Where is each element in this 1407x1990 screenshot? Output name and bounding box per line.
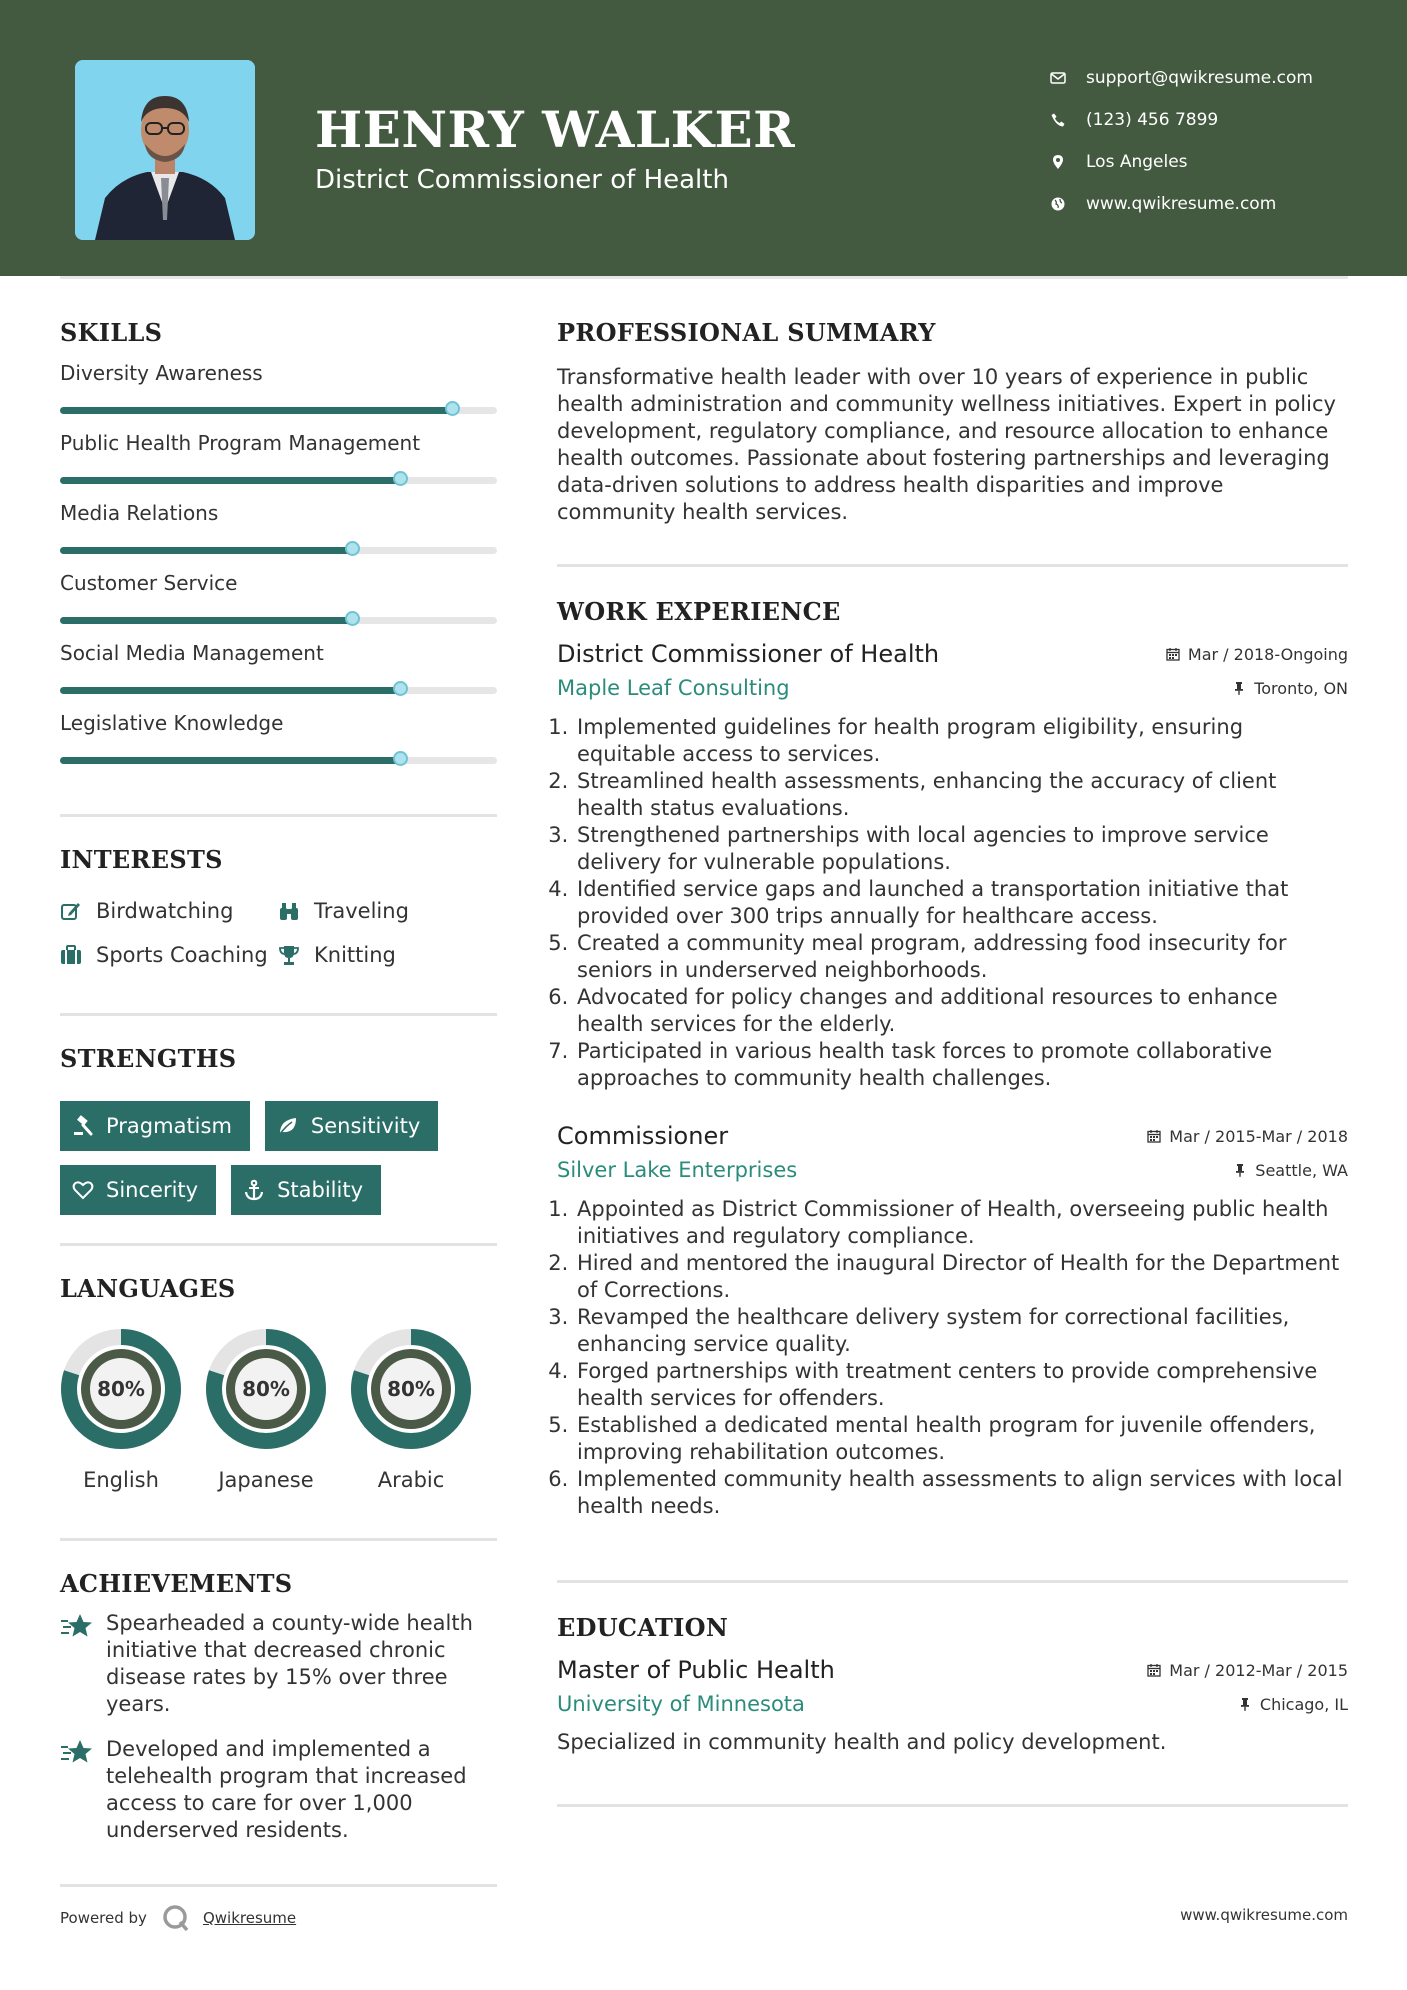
language-donut — [60, 1328, 182, 1450]
achievement-text: Developed and implemented a telehealth program that increased access to care for over 1,000 underserved residents. — [106, 1737, 467, 1842]
company-name: Silver Lake Enterprises — [557, 1158, 798, 1182]
globe-icon — [1050, 196, 1086, 212]
skill-level-fill — [60, 477, 401, 484]
divider — [60, 814, 497, 817]
skill-level-fill — [60, 407, 453, 414]
contact-email[interactable] — [1050, 57, 1313, 99]
duty-item: 4. Forged partnerships with treatment centers to provide comprehensive health services for offenders. — [575, 1358, 1348, 1412]
duties-list — [557, 714, 1348, 1092]
education-description: Specialized in community health and policy development. — [557, 1730, 1167, 1754]
school-name: University of Minnesota — [557, 1692, 805, 1716]
job-dates — [1166, 645, 1348, 664]
skill-level-knob — [393, 751, 408, 766]
contact-website[interactable] — [1050, 183, 1313, 225]
divider — [60, 1884, 497, 1887]
edit-icon — [60, 900, 82, 922]
phone-icon — [1050, 112, 1086, 128]
binoculars-icon — [278, 900, 300, 922]
interest-label: Traveling — [314, 899, 409, 923]
strength-chip — [265, 1101, 438, 1151]
duty-item: 2. Streamlined health assessments, enhancing the accuracy of client health status evaluations. — [575, 768, 1348, 822]
job-location-text: Toronto, ON — [1254, 678, 1348, 698]
skill-level-bar — [60, 477, 497, 484]
divider — [557, 1580, 1348, 1583]
language-name: Japanese — [218, 1468, 314, 1492]
pin-icon — [1232, 681, 1246, 695]
job-location — [1232, 679, 1348, 698]
education-dates-text: Mar / 2012-Mar / 2015 — [1169, 1660, 1348, 1680]
briefcase-icon — [60, 944, 82, 966]
language-donut — [350, 1328, 472, 1450]
contact-phone — [1050, 99, 1313, 141]
strength-chip — [231, 1165, 381, 1215]
star-icon — [60, 1738, 94, 1768]
interests-heading: INTERESTS — [60, 845, 223, 874]
footer-powered-by — [60, 1903, 296, 1933]
strengths-heading: STRENGTHS — [60, 1044, 237, 1073]
trophy-icon — [278, 944, 300, 966]
languages-heading: LANGUAGES — [60, 1274, 236, 1303]
skill-level-knob — [445, 401, 460, 416]
contact-phone-text: (123) 456 7899 — [1086, 110, 1219, 130]
pin-icon — [1238, 1697, 1252, 1711]
languages-list — [60, 1328, 497, 1492]
duty-item: 5. Established a dedicated mental health program for juvenile offenders, improving rehabilitation outcomes. — [575, 1412, 1348, 1466]
job-dates — [1147, 1127, 1348, 1146]
language-donut — [205, 1328, 327, 1450]
job-dates-text: Mar / 2018-Ongoing — [1187, 644, 1348, 664]
job-subheader — [557, 676, 1348, 700]
education-subheader — [557, 1692, 1348, 1716]
right-column — [557, 318, 1348, 1807]
duty-item: 2. Hired and mentored the inaugural Director of Health for the Department of Corrections. — [575, 1250, 1348, 1304]
education-header — [557, 1656, 1348, 1684]
qwikresume-logo-icon — [161, 1903, 191, 1933]
duty-item: 3. Revamped the healthcare delivery system for correctional facilities, enhancing service quality. — [575, 1304, 1348, 1358]
language-name: Arabic — [377, 1468, 445, 1492]
duty-item: 3. Strengthened partnerships with local agencies to improve service delivery for vulnerable populations. — [575, 822, 1348, 876]
contact-website-text: www.qwikresume.com — [1086, 194, 1277, 214]
skill-level-knob — [393, 681, 408, 696]
skill-level-fill — [60, 757, 401, 764]
envelope-icon — [1050, 70, 1086, 86]
skill-name: Legislative Knowledge — [60, 711, 284, 735]
duties-list — [557, 1196, 1348, 1520]
contact-location-text: Los Angeles — [1086, 152, 1188, 172]
job-subheader — [557, 1158, 1348, 1182]
calendar-icon — [1166, 647, 1180, 661]
calendar-icon — [1147, 1663, 1161, 1677]
job-location-text: Seattle, WA — [1255, 1160, 1348, 1180]
footer-website[interactable]: www.qwikresume.com — [1180, 1906, 1348, 1924]
language-item — [205, 1328, 350, 1492]
achievement-item — [60, 1610, 497, 1718]
skill-level-knob — [345, 611, 360, 626]
degree-title: Master of Public Health — [557, 1656, 835, 1684]
duty-item: 7. Participated in various health task forces to promote collaborative approaches to community health challenges. — [575, 1038, 1348, 1092]
company-name: Maple Leaf Consulting — [557, 676, 790, 700]
language-item — [60, 1328, 205, 1492]
profile-photo — [75, 60, 255, 240]
anchor-icon — [243, 1179, 265, 1201]
interest-item — [278, 899, 478, 923]
interest-label: Sports Coaching — [96, 943, 268, 967]
skill-level-fill — [60, 687, 401, 694]
job-entry — [557, 640, 1348, 1092]
candidate-name: HENRY WALKER — [315, 100, 796, 159]
language-percent: 80% — [242, 1377, 290, 1401]
skill-name: Media Relations — [60, 501, 219, 525]
job-title: District Commissioner of Health — [557, 640, 940, 668]
skill-name: Public Health Program Management — [60, 431, 421, 455]
strength-chip — [60, 1165, 216, 1215]
skill-level-bar — [60, 687, 497, 694]
skill-name: Customer Service — [60, 571, 238, 595]
strength-label: Sincerity — [106, 1178, 199, 1202]
header-banner — [0, 0, 1407, 276]
duty-item: 1. Implemented guidelines for health program eligibility, ensuring equitable access to services. — [575, 714, 1348, 768]
experience-heading: WORK EXPERIENCE — [557, 597, 841, 626]
gavel-icon — [72, 1115, 94, 1137]
skills-heading: SKILLS — [60, 318, 163, 347]
skill-level-knob — [345, 541, 360, 556]
job-header — [557, 1122, 1348, 1150]
skills-list — [60, 361, 497, 764]
job-header — [557, 640, 1348, 668]
interest-label: Birdwatching — [96, 899, 234, 923]
skill-level-fill — [60, 617, 353, 624]
education-entry — [557, 1656, 1348, 1754]
left-column — [60, 318, 497, 1887]
divider — [557, 564, 1348, 567]
skill-level-fill — [60, 547, 353, 554]
heart-icon — [72, 1179, 94, 1201]
strength-label: Pragmatism — [106, 1114, 232, 1138]
contact-email-text: support@qwikresume.com — [1086, 68, 1313, 88]
education-location-text: Chicago, IL — [1259, 1694, 1348, 1714]
summary-text: Transformative health leader with over 10 years of experience in public health administration and community wellness initiatives. Expert in policy development, regulatory compliance, and resource allocation to enhance health outcomes. Passionate about fostering partnerships and leveraging data-driven solutions to address health disparities and improve community health services. — [557, 365, 1336, 524]
skill-level-bar — [60, 407, 497, 414]
strengths-list — [60, 1101, 497, 1215]
divider — [557, 1804, 1348, 1807]
strength-chip — [60, 1101, 250, 1151]
language-percent: 80% — [387, 1377, 435, 1401]
divider — [60, 1243, 497, 1246]
achievement-text: Spearheaded a county-wide health initiative that decreased chronic disease rates by 15% over three years. — [106, 1611, 473, 1716]
skill-name: Social Media Management — [60, 641, 324, 665]
interest-label: Knitting — [314, 943, 396, 967]
duty-item: 5. Created a community meal program, addressing food insecurity for seniors in underserved neighborhoods. — [575, 930, 1348, 984]
job-title: Commissioner — [557, 1122, 729, 1150]
interest-item — [60, 943, 278, 967]
interests-list — [60, 899, 497, 967]
pin-icon — [1233, 1163, 1247, 1177]
duty-item: 6. Implemented community health assessments to align services with local health needs. — [575, 1466, 1348, 1520]
calendar-icon — [1147, 1129, 1161, 1143]
language-name: English — [83, 1468, 159, 1492]
leaf-icon — [277, 1115, 299, 1137]
job-dates-text: Mar / 2015-Mar / 2018 — [1169, 1126, 1348, 1146]
star-icon — [60, 1612, 94, 1642]
skill-name: Diversity Awareness — [60, 361, 263, 385]
achievements-heading: ACHIEVEMENTS — [60, 1569, 293, 1598]
divider — [60, 1538, 497, 1541]
skill-level-bar — [60, 547, 497, 554]
qwikresume-link[interactable]: Qwikresume — [202, 1909, 297, 1927]
skill-level-knob — [393, 471, 408, 486]
contact-location — [1050, 141, 1313, 183]
duty-item: 1. Appointed as District Commissioner of Health, overseeing public health initiatives and regulatory compliance. — [575, 1196, 1348, 1250]
interest-item — [60, 899, 278, 923]
contact-list — [1050, 57, 1313, 225]
language-percent: 80% — [97, 1377, 145, 1401]
summary-heading: PROFESSIONAL SUMMARY — [557, 318, 936, 347]
duty-item: 6. Advocated for policy changes and additional resources to enhance health services for the elderly. — [575, 984, 1348, 1038]
job-location — [1233, 1161, 1348, 1180]
duty-item: 4. Identified service gaps and launched a transportation initiative that provided over 300 trips annually for healthcare access. — [575, 876, 1348, 930]
skill-level-bar — [60, 617, 497, 624]
divider — [60, 1013, 497, 1016]
language-item — [350, 1328, 495, 1492]
skill-level-bar — [60, 757, 497, 764]
header-divider — [60, 276, 1348, 279]
job-entry — [557, 1122, 1348, 1520]
achievement-item — [60, 1736, 497, 1844]
education-location — [1238, 1695, 1348, 1714]
education-heading: EDUCATION — [557, 1613, 729, 1642]
strength-label: Sensitivity — [310, 1114, 421, 1138]
map-pin-icon — [1050, 154, 1086, 170]
interest-item — [278, 943, 478, 967]
education-dates — [1147, 1661, 1348, 1680]
powered-by-label: Powered by — [60, 1909, 147, 1927]
strength-label: Stability — [277, 1178, 364, 1202]
candidate-title: District Commissioner of Health — [315, 165, 729, 195]
